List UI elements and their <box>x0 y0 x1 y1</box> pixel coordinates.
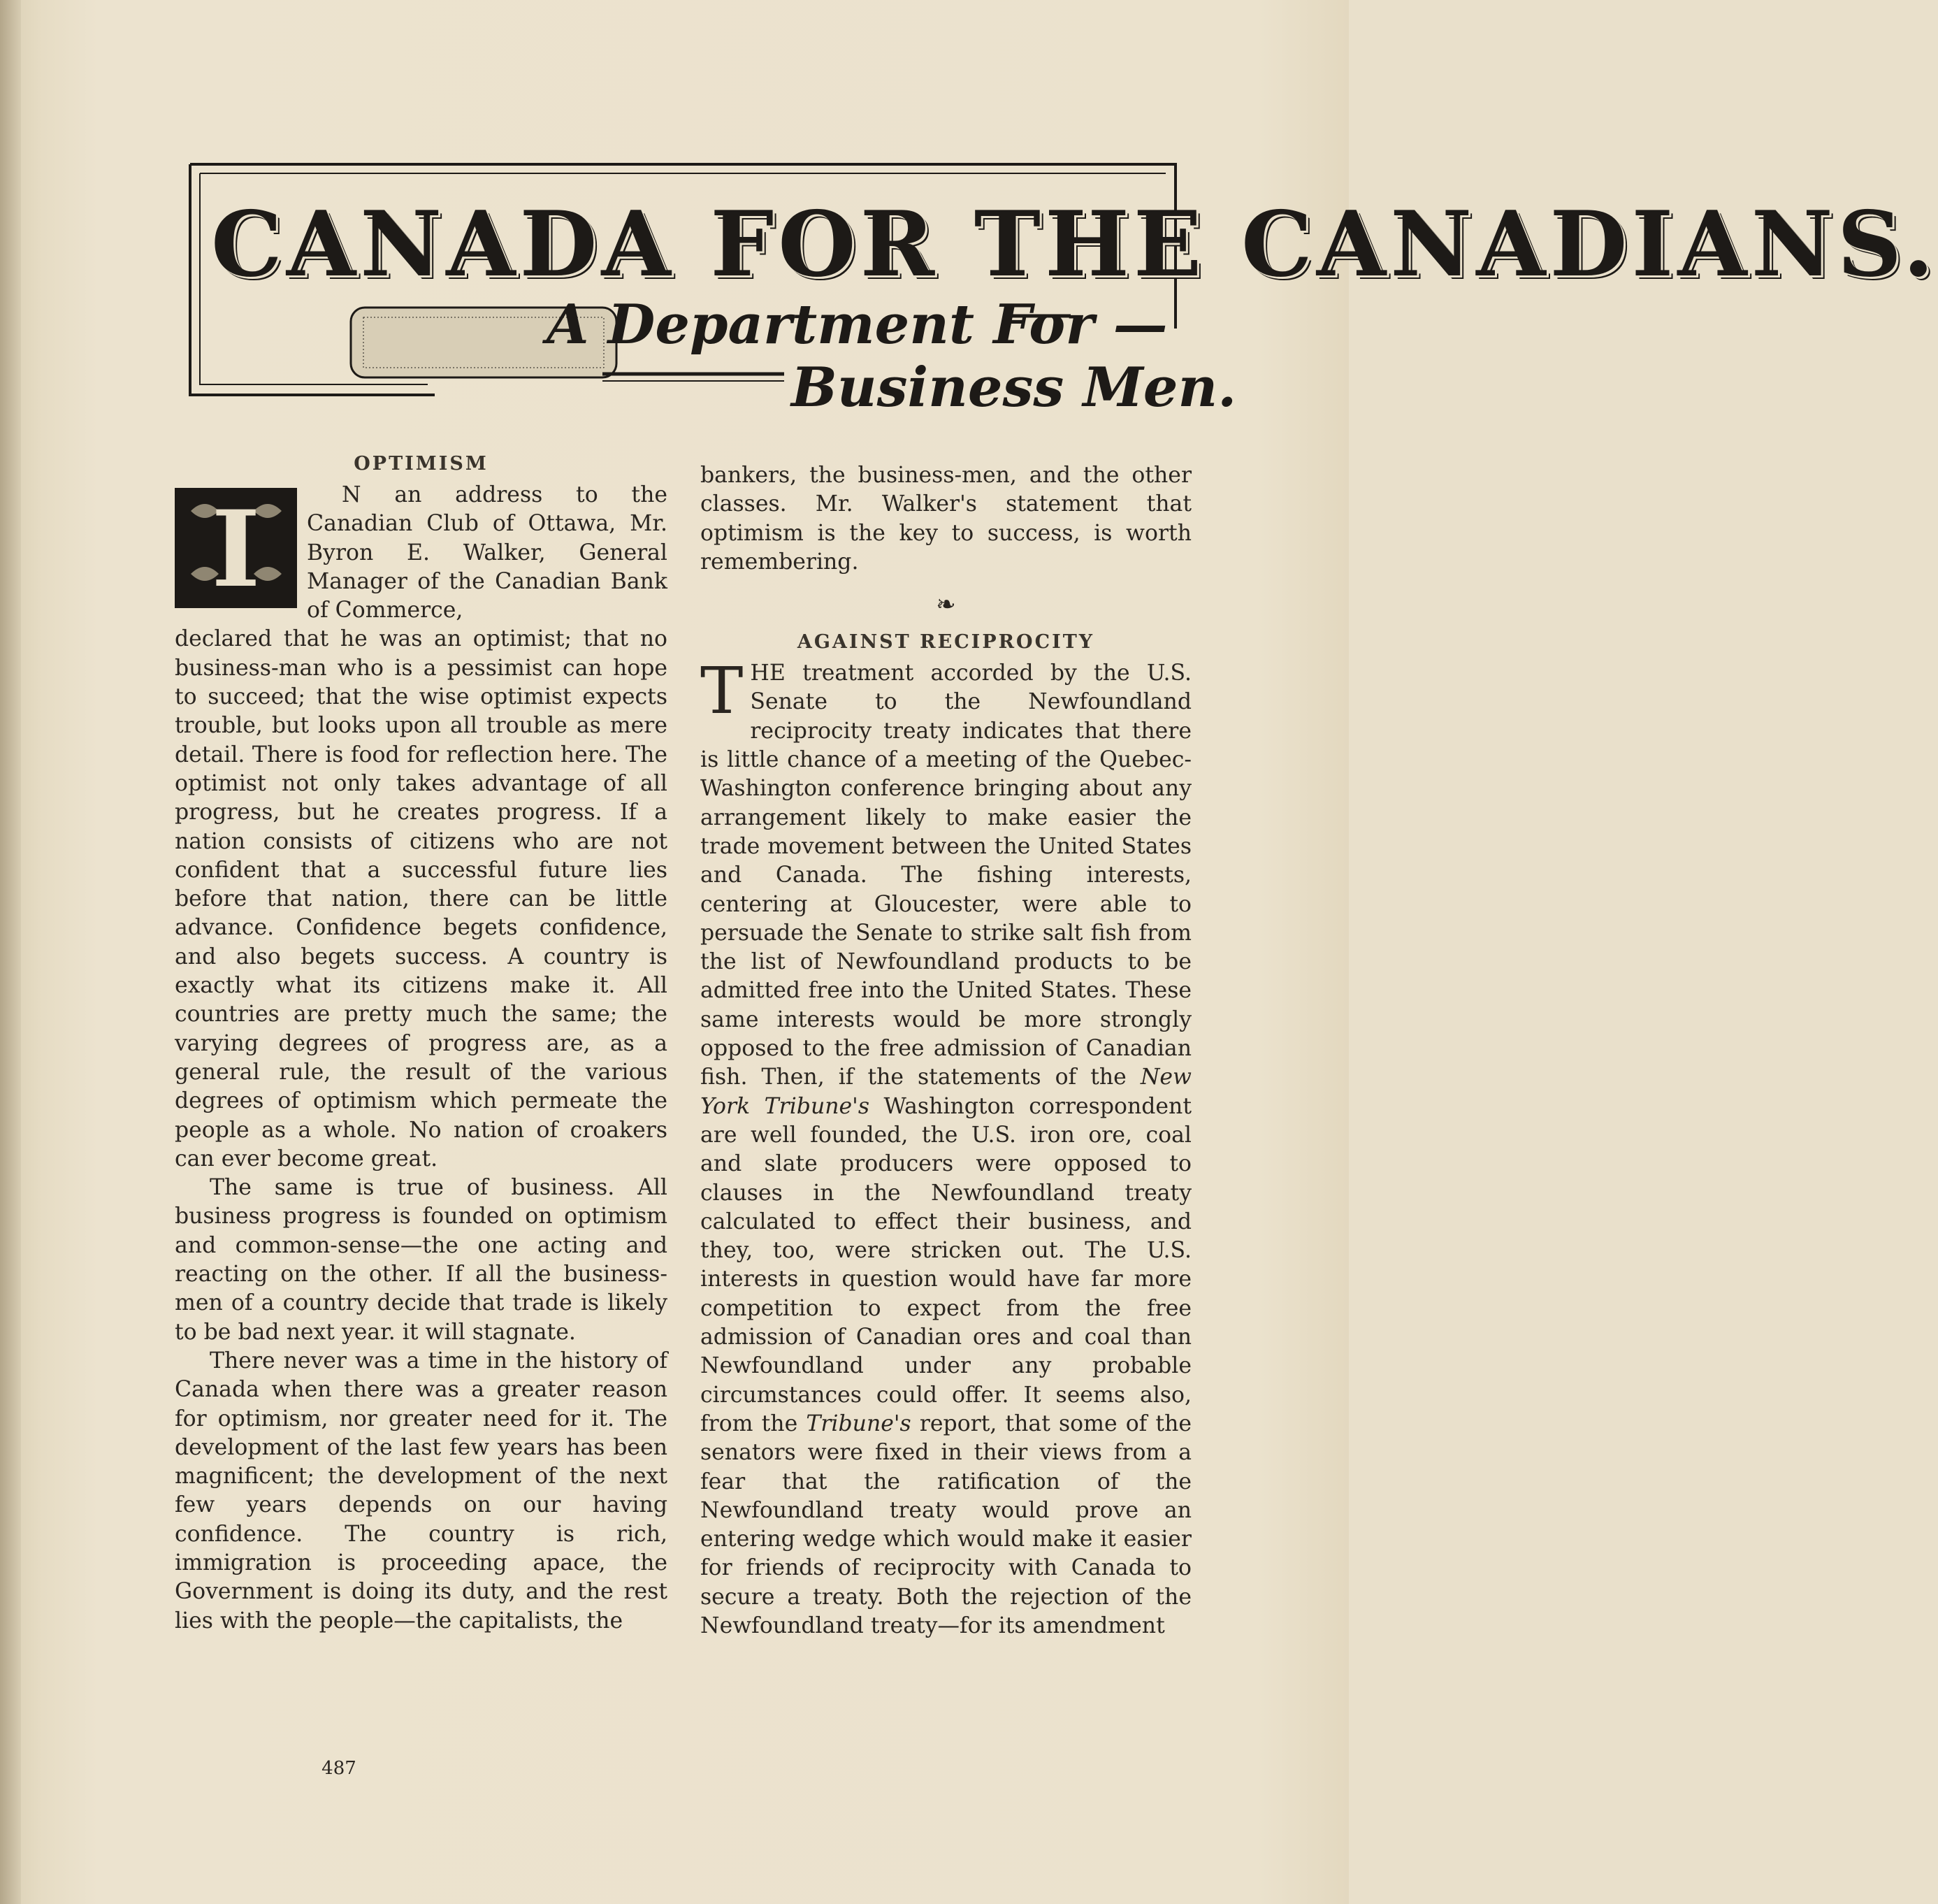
newspaper-name: New York Tribune's <box>700 1065 1192 1119</box>
department-banner <box>183 154 1938 430</box>
optimism-paragraph-2: The same is true of business. All business progress is founded on optimism and common-sense—the one acting and reacting on the other. If all the business-men of a country decide that trade is likely to be bad next year. it will stagnate. <box>175 1175 667 1345</box>
page-number: 487 <box>321 1758 356 1779</box>
banner-subtitle-line1: A Department For — <box>547 293 1168 356</box>
initial-letter: T <box>700 654 744 729</box>
dropcap-letter: I <box>211 488 261 611</box>
optimism-continued: bankers, the business-men, and the other classes. Mr. Walker's statement that optimism is the key to success, is worth remembering. <box>700 463 1192 575</box>
optimism-intro: N an address to the Canadian Club of Ottawa, Mr. Byron E. Walker, General Manager of the Canadian Bank of Commerce, <box>307 482 667 623</box>
newspaper-name-short: Tribune's <box>806 1411 911 1436</box>
left-column <box>175 447 667 1636</box>
reciprocity-paragraph: THE treatment accorded by the U.S. Senate to the Newfoundland reciprocity treaty indicates that there is little chance of a meeting of the Quebec-Washington conference bringing about any arrangement likely to make easier the trade movement between the United States and Canada. The fishing interests, centering at Gloucester, were able to persuade the Senate to strike salt fish from the list of Newfoundland products to be admitted free into the United States. These same interests would be more strongly opposed to the free admission of Canadian fish. Then, if the statements of the New York Tribune's Washington correspondent are well founded, the U.S. iron ore, coal and slate producers were opposed to clauses in the Newfoundland treaty calculated to effect their business, and they, too, were stricken out. The U.S. interests in question would have far more competition to expect from the free admission of Canadian ores and coal than Newfoundland under any probable circumstances could offer. It seems also, from the Tribune's report, that some of the senators were fixed in their views from a fear that the ratification of the Newfoundland treaty would prove an entering wedge which would make it easier for friends of reciprocity with Canada to secure a treaty. Both the rejection of the Newfoundland treaty—for its amendment <box>700 654 1192 1638</box>
optimism-paragraph-1: declared that he was an optimist; that no business-man who is a pessimist can hope to succeed; that the wise optimist expects trouble, but looks upon all trouble as mere detail. There is food for reflection here. The optimist not only takes advantage of all progress, but he creates progress. If a nation consists of citizens who are not confident that a successful future lies before that nation, there can be little advance. Confidence begets confidence, and also begets success. A country is exactly what its citizens make it. All countries are pretty much the same; the varying degrees of progress are, as a general rule, the result of the various degrees of optimism which permeate the people as a whole. No nation of croakers can ever become great. <box>175 626 667 1171</box>
section-ornament-icon: ❧ <box>936 591 956 619</box>
reciprocity-heading: AGAINST RECIPROCITY <box>797 631 1095 654</box>
page-spine <box>0 0 21 1904</box>
right-column <box>700 461 1192 1640</box>
dropcap-ornament <box>175 488 297 611</box>
optimism-paragraph-3: There never was a time in the history of Canada when there was a greater reason for optimism, nor greater need for it. The development of the last few years has been magnificent; the development of the next few years depends on our having confidence. The country is rich, immigration is proceeding apace, the Government is doing its duty, and the rest lies with the people—the capitalists, the <box>175 1348 667 1633</box>
optimism-heading: OPTIMISM <box>354 453 489 475</box>
banner-subtitle-line2: Business Men. <box>791 356 1237 419</box>
banner-title: CANADA FOR THE CANADIANS. <box>211 192 1938 297</box>
